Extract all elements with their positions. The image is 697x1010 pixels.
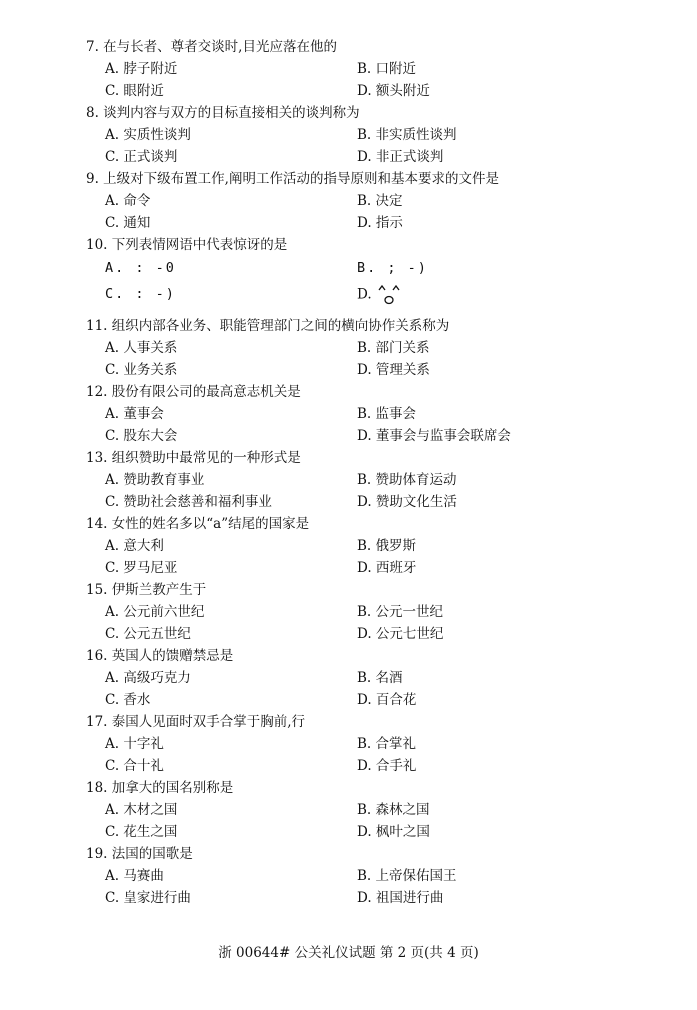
question-11-option-a: A. 人事关系 xyxy=(105,340,178,356)
surprised-face-icon xyxy=(376,284,402,306)
question-9-option-b: B. 决定 xyxy=(357,193,403,209)
question-8-option-d: D. 非正式谈判 xyxy=(357,149,444,165)
question-16-stem: 16. 英国人的馈赠禁忌是 xyxy=(86,648,234,664)
question-12-option-a: A. 董事会 xyxy=(105,406,164,422)
question-15-option-c: C. 公元五世纪 xyxy=(105,626,191,642)
question-11-option-d: D. 管理关系 xyxy=(357,362,430,378)
question-19-option-c: C. 皇家进行曲 xyxy=(105,890,191,906)
question-14-option-c: C. 罗马尼亚 xyxy=(105,560,178,576)
question-11-stem: 11. 组织内部各业务、职能管理部门之间的横向协作关系称为 xyxy=(86,318,450,334)
question-13-option-a: A. 赞助教育事业 xyxy=(105,472,205,488)
question-8-option-c: C. 正式谈判 xyxy=(105,149,178,165)
question-9-option-c: C. 通知 xyxy=(105,215,151,231)
question-18-option-d: D. 枫叶之国 xyxy=(357,824,430,840)
question-7-option-d: D. 额头附近 xyxy=(357,83,430,99)
question-10-option-a: A. : -0 xyxy=(105,260,176,276)
question-19-stem: 19. 法国的国歌是 xyxy=(86,846,193,862)
question-12-option-b: B. 监事会 xyxy=(357,406,417,422)
question-11-option-c: C. 业务关系 xyxy=(105,362,178,378)
question-10-option-d: D. xyxy=(357,286,372,303)
question-7-option-b: B. 口附近 xyxy=(357,61,417,77)
question-18-stem: 18. 加拿大的国名别称是 xyxy=(86,780,234,796)
question-12-stem: 12. 股份有限公司的最高意志机关是 xyxy=(86,384,301,400)
question-7-stem: 7. 在与长者、尊者交谈时,目光应落在他的 xyxy=(86,39,337,55)
question-14-stem: 14. 女性的姓名多以“a”结尾的国家是 xyxy=(86,516,310,532)
question-15-option-d: D. 公元七世纪 xyxy=(357,626,444,642)
question-8-option-a: A. 实质性谈判 xyxy=(105,127,191,143)
question-8-option-b: B. 非实质性谈判 xyxy=(357,127,457,143)
question-7-option-a: A. 脖子附近 xyxy=(105,61,178,77)
question-9-option-a: A. 命令 xyxy=(105,193,151,209)
question-8-stem: 8. 谈判内容与双方的目标直接相关的谈判称为 xyxy=(86,105,360,121)
question-13-option-d: D. 赞助文化生活 xyxy=(357,494,457,510)
question-17-option-d: D. 合手礼 xyxy=(357,758,417,774)
question-16-option-b: B. 名酒 xyxy=(357,670,403,686)
question-9-option-d: D. 指示 xyxy=(357,215,403,231)
question-17-stem: 17. 泰国人见面时双手合掌于胸前,行 xyxy=(86,714,306,730)
question-19-option-b: B. 上帝保佑国王 xyxy=(357,868,457,884)
question-11-option-b: B. 部门关系 xyxy=(357,340,430,356)
question-17-option-c: C. 合十礼 xyxy=(105,758,164,774)
question-17-option-b: B. 合掌礼 xyxy=(357,736,417,752)
question-12-option-c: C. 股东大会 xyxy=(105,428,178,444)
question-13-stem: 13. 组织赞助中最常见的一种形式是 xyxy=(86,450,301,466)
question-16-option-d: D. 百合花 xyxy=(357,692,417,708)
question-17-option-a: A. 十字礼 xyxy=(105,736,164,752)
page-footer: 浙 00644# 公关礼仪试题 第 2 页(共 4 页) xyxy=(218,945,479,961)
question-15-stem: 15. 伊斯兰教产生于 xyxy=(86,582,207,598)
question-14-option-d: D. 西班牙 xyxy=(357,560,417,576)
question-13-option-b: B. 赞助体育运动 xyxy=(357,472,457,488)
question-18-option-b: B. 森林之国 xyxy=(357,802,430,818)
question-15-option-b: B. 公元一世纪 xyxy=(357,604,444,620)
question-9-stem: 9. 上级对下级布置工作,阐明工作活动的指导原则和基本要求的文件是 xyxy=(86,171,499,187)
question-14-option-b: B. 俄罗斯 xyxy=(357,538,417,554)
question-14-option-a: A. 意大利 xyxy=(105,538,164,554)
question-10-option-b: B. ; -) xyxy=(357,260,428,276)
question-16-option-c: C. 香水 xyxy=(105,692,151,708)
question-10-stem: 10. 下列表情网语中代表惊讶的是 xyxy=(86,237,288,253)
question-12-option-d: D. 董事会与监事会联席会 xyxy=(357,428,511,444)
question-13-option-c: C. 赞助社会慈善和福利事业 xyxy=(105,494,272,510)
question-10-option-c: C. : -) xyxy=(105,286,176,302)
question-18-option-a: A. 木材之国 xyxy=(105,802,178,818)
question-19-option-a: A. 马赛曲 xyxy=(105,868,164,884)
question-19-option-d: D. 祖国进行曲 xyxy=(357,890,444,906)
question-10-option-d-row xyxy=(357,284,402,306)
question-15-option-a: A. 公元前六世纪 xyxy=(105,604,205,620)
question-7-option-c: C. 眼附近 xyxy=(105,83,164,99)
question-16-option-a: A. 高级巧克力 xyxy=(105,670,191,686)
question-18-option-c: C. 花生之国 xyxy=(105,824,178,840)
